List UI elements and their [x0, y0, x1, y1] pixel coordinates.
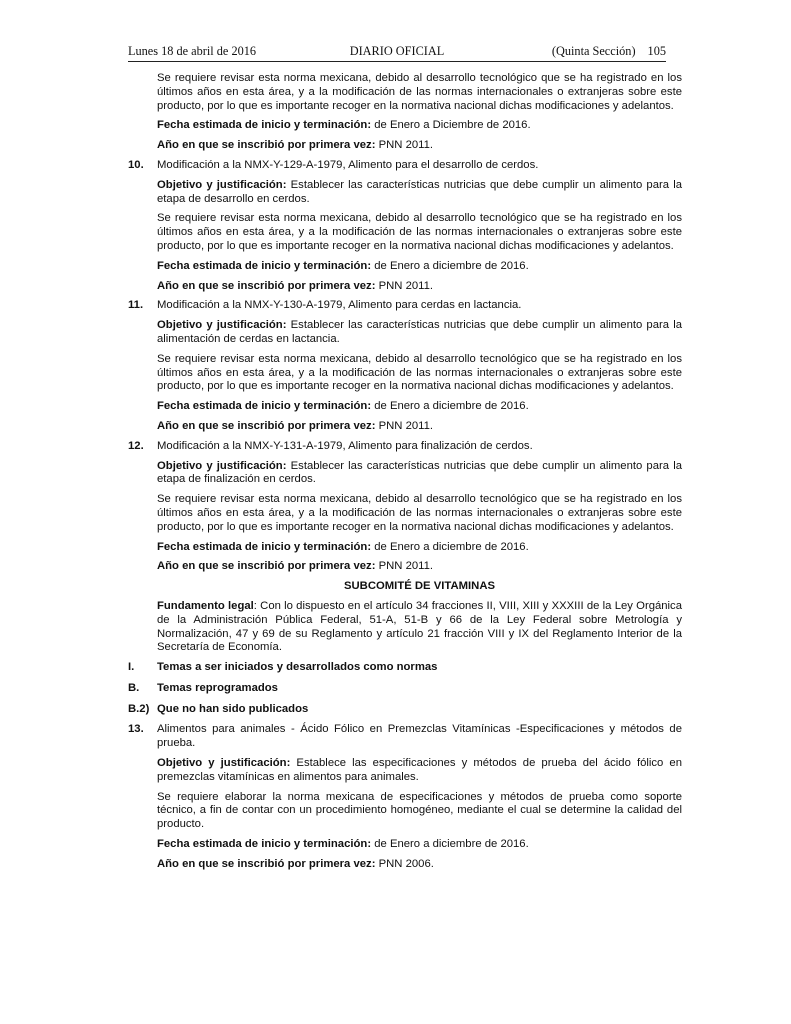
fecha-value: de Enero a diciembre de 2016. — [374, 400, 529, 413]
item-objetivo — [157, 757, 682, 785]
heading-text: Temas a ser iniciados y desarrollados como normas — [157, 661, 438, 674]
subcommittee-title: SUBCOMITÉ DE VITAMINAS — [343, 580, 496, 593]
header-publication: DIARIO OFICIAL — [349, 44, 445, 58]
objetivo-text: Establecer las características nutricias que debe cumplir un alimento para la etapa de desarrollo en cerdos. — [157, 178, 682, 205]
heading-marker: B. — [128, 681, 140, 694]
objetivo-text: Establecer las características nutricias que debe cumplir un alimento para la etapa de finalización en cerdos. — [157, 459, 682, 486]
anio-label: Año en que se inscribió por primera vez: — [157, 419, 376, 432]
section-heading — [128, 661, 682, 675]
fundamento-label: Fundamento legal — [157, 599, 254, 612]
item-fecha — [157, 260, 682, 274]
heading-marker: I. — [128, 661, 135, 674]
item-title: Modificación a la NMX-Y-130-A-1979, Alimento para cerdas en lactancia. — [157, 299, 522, 312]
intro-revision: Se requiere revisar esta norma mexicana, debido al desarrollo tecnológico que se ha registrado en los últimos años en esta área, y a la modificación de las normas internacionales o extranjeras sobre este producto, por lo que es importante recoger en la normativa nacional dichas modificaciones y adelantos. — [157, 72, 682, 112]
item-objetivo — [157, 460, 682, 488]
section-heading — [128, 703, 682, 717]
item-anio — [157, 858, 682, 872]
list-item — [128, 159, 682, 173]
intro-fecha — [157, 119, 682, 133]
item-anio — [157, 560, 682, 574]
fecha-value: de Enero a diciembre de 2016. — [374, 540, 529, 553]
anio-label: Año en que se inscribió por primera vez: — [157, 560, 376, 573]
fundamento-text: : Con lo dispuesto en el artículo 34 fracciones II, VIII, XIII y XXXIII de la Ley Orgánica de la Administración Pública Federal, 51-A, 51-B y 66 de la Ley Federal sobre Metrología y Normalización, 47 y 69 de su Reglamento y artículo 21 fracción VIII y IX del Reglamento Interior de la Secretaría de Economía. — [157, 599, 682, 654]
list-item — [128, 723, 682, 751]
section-heading — [128, 682, 682, 696]
item-anio — [157, 420, 682, 434]
item-title: Modificación a la NMX-Y-131-A-1979, Alimento para finalización de cerdos. — [157, 439, 533, 452]
document-body — [128, 72, 682, 872]
fecha-label: Fecha estimada de inicio y terminación: — [157, 119, 372, 132]
page-header — [128, 43, 666, 62]
fecha-label: Fecha estimada de inicio y terminación: — [157, 838, 372, 851]
item-revision: Se requiere revisar esta norma mexicana, debido al desarrollo tecnológico que se ha registrado en los últimos años en esta área, y a la modificación de las normas internacionales o extranjeras sobre este producto, por lo que es importante recoger en la normativa nacional dichas modificaciones y adelantos. — [157, 493, 682, 533]
fundamento-legal — [157, 600, 682, 655]
objetivo-label: Objetivo y justificación: — [157, 178, 287, 191]
objetivo-label: Objetivo y justificación: — [157, 319, 287, 332]
anio-label: Año en que se inscribió por primera vez: — [157, 857, 376, 870]
objetivo-label: Objetivo y justificación: — [157, 757, 291, 770]
anio-value: PNN 2006. — [378, 857, 434, 870]
objetivo-text: Establece las especificaciones y métodos de prueba del ácido fólico en premezclas vitamínicas en alimentos para animales. — [157, 757, 682, 783]
header-section: (Quinta Sección) — [551, 44, 636, 58]
item-number: 10. — [128, 158, 144, 171]
heading-marker: B.2) — [128, 702, 150, 715]
item-revision: Se requiere revisar esta norma mexicana, debido al desarrollo tecnológico que se ha registrado en los últimos años en esta área, y a la modificación de las normas internacionales o extranjeras sobre este producto, por lo que es importante recoger en la normativa nacional dichas modificaciones y adelantos. — [157, 212, 682, 252]
item-revision: Se requiere revisar esta norma mexicana, debido al desarrollo tecnológico que se ha registrado en los últimos años en esta área, y a la modificación de las normas internacionales o extranjeras sobre este producto, por lo que es importante recoger en la normativa nacional dichas modificaciones y adelantos. — [157, 352, 682, 393]
fecha-label: Fecha estimada de inicio y terminación: — [157, 540, 372, 553]
header-section-page — [552, 43, 666, 59]
item-title: Alimentos para animales - Ácido Fólico en Premezclas Vitamínicas -Especificaciones y métodos de prueba. — [157, 723, 682, 750]
item-fecha — [157, 541, 682, 555]
anio-value: PNN 2011. — [378, 139, 434, 152]
fecha-label: Fecha estimada de inicio y terminación: — [157, 400, 372, 413]
item-anio — [157, 280, 682, 294]
item-title: Modificación a la NMX-Y-129-A-1979, Alimento para el desarrollo de cerdos. — [157, 158, 539, 171]
fecha-value: de Enero a Diciembre de 2016. — [374, 119, 531, 132]
item-fecha — [157, 400, 682, 414]
fecha-value: de Enero a diciembre de 2016. — [374, 259, 529, 272]
heading-text: Que no han sido publicados — [157, 702, 309, 715]
anio-value: PNN 2011. — [378, 419, 434, 432]
item-number: 11. — [128, 299, 144, 312]
item-objetivo — [157, 319, 682, 347]
header-page-number: 105 — [647, 44, 666, 58]
header-date: Lunes 18 de abril de 2016 — [128, 44, 257, 58]
list-item — [128, 299, 682, 313]
anio-label: Año en que se inscribió por primera vez: — [157, 139, 376, 152]
heading-text: Temas reprogramados — [157, 681, 278, 694]
objetivo-label: Objetivo y justificación: — [157, 459, 287, 472]
fecha-value: de Enero a diciembre de 2016. — [374, 838, 529, 851]
item-number: 13. — [128, 723, 144, 736]
objetivo-text: Establecer las características nutricias que debe cumplir un alimento para la alimentación de cerdas en lactancia. — [157, 319, 682, 345]
anio-value: PNN 2011. — [378, 279, 434, 292]
item-fecha — [157, 838, 682, 852]
intro-anio — [157, 139, 682, 153]
list-item — [128, 440, 682, 454]
item-reason: Se requiere elaborar la norma mexicana de especificaciones y métodos de prueba como soporte técnico, a fin de contar con un procedimiento homogéneo, mediante el cual se determine la calidad del producto. — [157, 790, 682, 831]
fecha-label: Fecha estimada de inicio y terminación: — [157, 259, 372, 272]
anio-value: PNN 2011. — [378, 560, 434, 573]
item-objetivo — [157, 179, 682, 207]
item-number: 12. — [128, 439, 144, 452]
anio-label: Año en que se inscribió por primera vez: — [157, 279, 376, 292]
